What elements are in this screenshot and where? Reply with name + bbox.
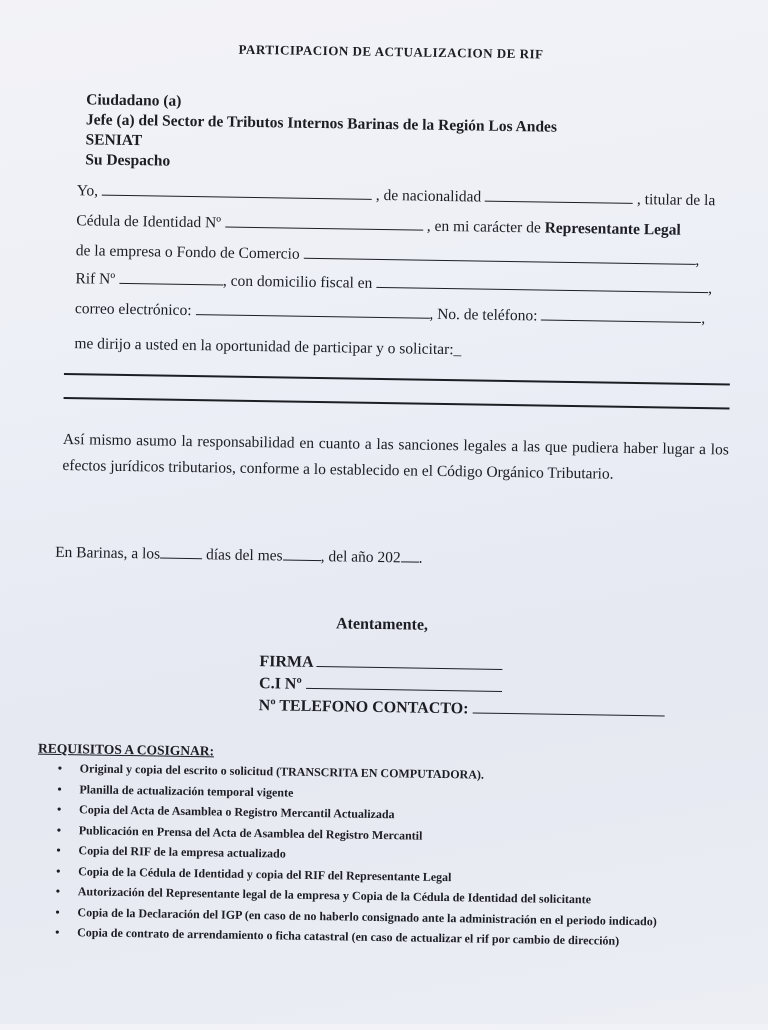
form-line-rif <box>75 269 735 298</box>
label-nacionalidad: , de nacionalidad <box>375 186 482 206</box>
signature-field[interactable] <box>317 653 503 670</box>
label-telefono: , No. de teléfono: <box>429 305 538 325</box>
label-domicilio: , con domicilio fiscal en <box>222 272 373 292</box>
form-line-correo <box>75 299 735 328</box>
label-date-end: . <box>418 549 423 567</box>
label-solicitar: me dirijo a usted en la oportunidad de participar y o solicitar:_ <box>74 335 462 359</box>
addressee-chief: Jefe (a) del Sector de Tributos Internos Barinas de la Región Los Andes <box>85 111 558 136</box>
label-cedula: Cédula de Identidad Nº <box>76 212 222 232</box>
phone-field[interactable] <box>541 307 701 324</box>
label-correo: correo electrónico: <box>74 300 192 320</box>
email-field[interactable] <box>195 301 429 319</box>
requirement-item: • Planilla de actualización temporal vigente <box>57 781 294 800</box>
requirement-item: • Copia de contrato de arrendamiento o ficha catastral (en caso de actualizar el rif por cambio de dirección) <box>55 924 620 948</box>
cedula-field[interactable] <box>225 214 423 231</box>
addressee-seniat: SENIAT <box>85 131 143 150</box>
form-line-solicitar <box>74 335 734 363</box>
label-titular: , titular de la <box>636 191 716 210</box>
addressee-office: Su Despacho <box>85 151 171 170</box>
form-line-name <box>77 181 737 210</box>
label-ci: C.I Nº <box>258 675 302 693</box>
day-field[interactable] <box>160 545 202 560</box>
ci-field[interactable] <box>306 675 502 692</box>
form-line-empresa <box>76 241 736 270</box>
form-line-cedula <box>76 211 736 240</box>
label-contact-phone: Nº TELEFONO CONTACTO: <box>258 697 469 718</box>
company-field[interactable] <box>303 245 695 265</box>
requirement-item: • Copia de la Cédula de Identidad y copia del RIF del Representante Legal <box>56 863 452 884</box>
label-dias: días del mes <box>205 546 283 565</box>
label-representante-legal: Representante Legal <box>544 219 681 239</box>
requirement-item: • Original y copia del escrito o solicitud (TRANSCRITA EN COMPUTADORA). <box>57 760 485 782</box>
label-firma: FIRMA <box>259 653 313 671</box>
name-field[interactable] <box>102 182 372 200</box>
responsibility-paragraph: Así mismo asumo la responsabilidad en cuanto a las sanciones legales a las que pudiera haber lugar a los efectos jurídicos tributarios, conforme a lo establecido en el Código Orgánico Tributario. <box>62 431 729 483</box>
requirement-item: • Copia de la Declaración del IGP (en caso de no haberlo consignado ante la administración en el periodo indicado) <box>55 904 657 928</box>
address-field[interactable] <box>376 274 708 293</box>
requirement-item: • Copia del Acta de Asamblea o Registro Mercantil Actualizada <box>56 801 395 822</box>
requirement-item: • Autorización del Representante legal de la empresa y Copia de la Cédula de Identidad del solicitante <box>55 883 592 907</box>
requirement-item: • Publicación en Prensa del Acta de Asamblea del Registro Mercantil <box>56 822 423 843</box>
year-field[interactable] <box>401 548 419 562</box>
signature-line <box>259 652 503 675</box>
ci-line <box>259 674 502 697</box>
contact-phone-line <box>259 696 665 721</box>
label-rif: Rif Nº <box>75 270 116 288</box>
request-line-2[interactable] <box>64 397 730 409</box>
closing: Atentamente, <box>335 615 429 634</box>
comma: , <box>695 251 700 269</box>
month-field[interactable] <box>283 546 321 561</box>
document-title: PARTICIPACION DE ACTUALIZACION DE RIF <box>238 41 544 62</box>
comma: , <box>708 280 713 298</box>
label-date-prefix: En Barinas, a los <box>55 543 161 563</box>
addressee-citizen: Ciudadano (a) <box>86 91 182 110</box>
label-anio: , del año 202 <box>320 548 401 567</box>
nationality-field[interactable] <box>485 188 633 204</box>
label-caracter: , en mi carácter de <box>426 217 541 237</box>
label-yo: Yo, <box>76 182 99 200</box>
rif-field[interactable] <box>119 270 223 286</box>
requirements-list <box>53 761 716 956</box>
comma: , <box>701 310 706 328</box>
date-line <box>55 543 715 572</box>
requirement-item: • Copia del RIF de la empresa actualizado <box>56 842 286 861</box>
label-empresa: de la empresa o Fondo de Comercio <box>75 242 300 263</box>
request-line-1[interactable] <box>64 373 730 385</box>
requirements-title: REQUISITOS A COSIGNAR: <box>37 740 215 759</box>
contact-phone-field[interactable] <box>472 699 664 716</box>
